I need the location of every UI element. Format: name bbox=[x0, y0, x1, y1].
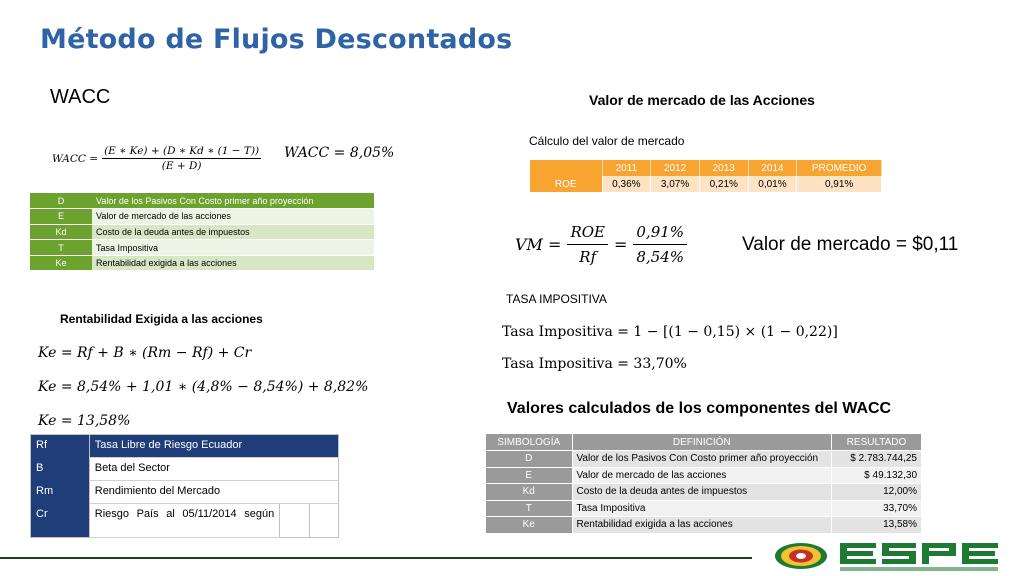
definition-symbol: Kd bbox=[30, 224, 92, 240]
ke-equation-result: Ke = 13,58% bbox=[38, 413, 131, 429]
componentes-symbol: E bbox=[486, 467, 572, 484]
componentes-definition: Tasa Impositiva bbox=[572, 500, 832, 517]
roe-value-cell: 0,91% bbox=[797, 176, 882, 192]
definition-symbol: T bbox=[30, 240, 92, 256]
definition-symbol: E bbox=[30, 209, 92, 225]
ke-variable-row bbox=[31, 435, 339, 458]
wacc-label: WACC bbox=[50, 86, 111, 108]
definition-symbol: Ke bbox=[30, 255, 92, 271]
rentabilidad-heading: Rentabilidad Exigida a las acciones bbox=[60, 312, 263, 326]
roe-value-cell: 0,36% bbox=[602, 176, 651, 192]
componentes-header-cell: RESULTADO bbox=[832, 434, 922, 451]
vm-formula bbox=[515, 223, 687, 266]
componentes-definition: Rentabilidad exigida a las acciones bbox=[572, 517, 832, 534]
ke-variable-row bbox=[31, 458, 339, 481]
componentes-symbol: D bbox=[486, 451, 572, 468]
tasa-impositiva-heading: TASA IMPOSITIVA bbox=[506, 292, 607, 306]
ke-variable-row bbox=[31, 481, 339, 504]
componentes-header-cell: SIMBOLOGÍA bbox=[486, 434, 572, 451]
roe-value-cell: 0,01% bbox=[748, 176, 797, 192]
componentes-row bbox=[486, 517, 922, 534]
vm-fraction-values bbox=[633, 223, 687, 266]
componentes-result: 12,00% bbox=[832, 484, 922, 501]
wacc-formula bbox=[52, 145, 261, 172]
footer-divider bbox=[0, 557, 752, 559]
definition-text: Valor de mercado de las acciones bbox=[92, 209, 374, 225]
componentes-result: 33,70% bbox=[832, 500, 922, 517]
wacc-fraction bbox=[102, 145, 261, 172]
roe-header-cell: 2013 bbox=[699, 160, 748, 176]
ke-variable-description: Tasa Libre de Riesgo Ecuador bbox=[89, 435, 338, 458]
ke-variable-symbol: Rf bbox=[31, 435, 90, 458]
tasa-equation: Tasa Impositiva = 1 − [(1 − 0,15) × (1 − 0,22)] bbox=[502, 324, 838, 340]
ke-variable-description: Rendimiento del Mercado bbox=[89, 481, 338, 504]
roe-value-cell: 3,07% bbox=[651, 176, 700, 192]
definition-row bbox=[30, 193, 374, 209]
definitions-table bbox=[30, 193, 374, 271]
vm-equals: = bbox=[613, 235, 628, 254]
componentes-symbol: Ke bbox=[486, 517, 572, 534]
componentes-definition: Valor de los Pasivos Con Costo primer año proyección bbox=[572, 451, 832, 468]
roe-header-cell: PROMEDIO bbox=[797, 160, 882, 176]
roe-header-cell: 2011 bbox=[602, 160, 651, 176]
roe-header-cell: 2012 bbox=[651, 160, 700, 176]
componentes-header-row bbox=[486, 434, 922, 451]
componentes-symbol: Kd bbox=[486, 484, 572, 501]
ke-variable-empty-cell bbox=[309, 504, 338, 538]
componentes-row bbox=[486, 451, 922, 468]
definition-row bbox=[30, 209, 374, 225]
calculo-valor-label: Cálculo del valor de mercado bbox=[529, 134, 685, 148]
definition-text: Costo de la deuda antes de impuestos bbox=[92, 224, 374, 240]
ke-variable-symbol: Cr bbox=[31, 504, 90, 538]
ke-variable-symbol: Rm bbox=[31, 481, 90, 504]
vm-formula-lhs: VM = bbox=[515, 235, 562, 254]
vm-denominator-value: 8,54% bbox=[636, 248, 685, 266]
definition-text: Valor de los Pasivos Con Costo primer año proyección bbox=[92, 193, 374, 209]
vm-denominator-symbolic: Rf bbox=[579, 248, 597, 266]
definition-text: Rentabilidad exigida a las acciones bbox=[92, 255, 374, 271]
componentes-result: 13,58% bbox=[832, 517, 922, 534]
roe-header-cell: 2014 bbox=[748, 160, 797, 176]
ke-equation-values: Ke = 8,54% + 1,01 ∗ (4,8% − 8,54%) + 8,82% bbox=[38, 379, 369, 395]
ke-variables-table bbox=[30, 434, 339, 538]
definition-symbol: D bbox=[30, 193, 92, 209]
valor-mercado-result: Valor de mercado = $0,11 bbox=[742, 234, 959, 255]
ke-equation-general: Ke = Rf + B ∗ (Rm − Rf) + Cr bbox=[38, 345, 252, 361]
definition-row bbox=[30, 224, 374, 240]
ke-variable-row bbox=[31, 504, 339, 538]
roe-header-blank bbox=[530, 160, 602, 176]
page-title: Método de Flujos Descontados bbox=[40, 24, 513, 55]
roe-row-label: ROE bbox=[530, 176, 602, 192]
definition-text: Tasa Impositiva bbox=[92, 240, 374, 256]
ke-variable-symbol: B bbox=[31, 458, 90, 481]
wacc-numerator: (E ∗ Ke) + (D ∗ Kd ∗ (1 − T)) bbox=[104, 145, 260, 157]
valor-mercado-heading: Valor de mercado de las Acciones bbox=[589, 92, 815, 108]
componentes-table bbox=[486, 434, 922, 534]
tasa-result: Tasa Impositiva = 33,70% bbox=[502, 356, 687, 372]
roe-header-row bbox=[530, 160, 882, 176]
componentes-symbol: T bbox=[486, 500, 572, 517]
roe-value-cell: 0,21% bbox=[699, 176, 748, 192]
componentes-definition: Valor de mercado de las acciones bbox=[572, 467, 832, 484]
componentes-heading: Valores calculados de los componentes del WACC bbox=[507, 400, 892, 417]
ke-variable-description: Beta del Sector bbox=[89, 458, 338, 481]
wacc-formula-lhs: WACC = bbox=[52, 152, 99, 165]
componentes-header-cell: DEFINICIÓN bbox=[572, 434, 832, 451]
vm-numerator-value: 0,91% bbox=[633, 223, 687, 245]
definition-row bbox=[30, 240, 374, 256]
roe-table bbox=[530, 160, 882, 192]
definition-row bbox=[30, 255, 374, 271]
roe-values-row bbox=[530, 176, 882, 192]
espe-logo bbox=[838, 541, 1018, 573]
ke-variable-empty-cell bbox=[280, 504, 309, 538]
wacc-result: WACC = 8,05% bbox=[284, 145, 395, 161]
wacc-denominator: (E + D) bbox=[161, 160, 202, 172]
vm-numerator-symbolic: ROE bbox=[567, 223, 608, 245]
componentes-definition: Costo de la deuda antes de impuestos bbox=[572, 484, 832, 501]
ke-variable-description: Riesgo País al 05/11/2014 según bbox=[89, 504, 279, 538]
componentes-result: $ 49.132,30 bbox=[832, 467, 922, 484]
componentes-row bbox=[486, 484, 922, 501]
vm-fraction-symbolic bbox=[567, 223, 608, 266]
componentes-row bbox=[486, 467, 922, 484]
componentes-result: $ 2.783.744,25 bbox=[832, 451, 922, 468]
university-seal-icon bbox=[772, 541, 830, 571]
componentes-row bbox=[486, 500, 922, 517]
